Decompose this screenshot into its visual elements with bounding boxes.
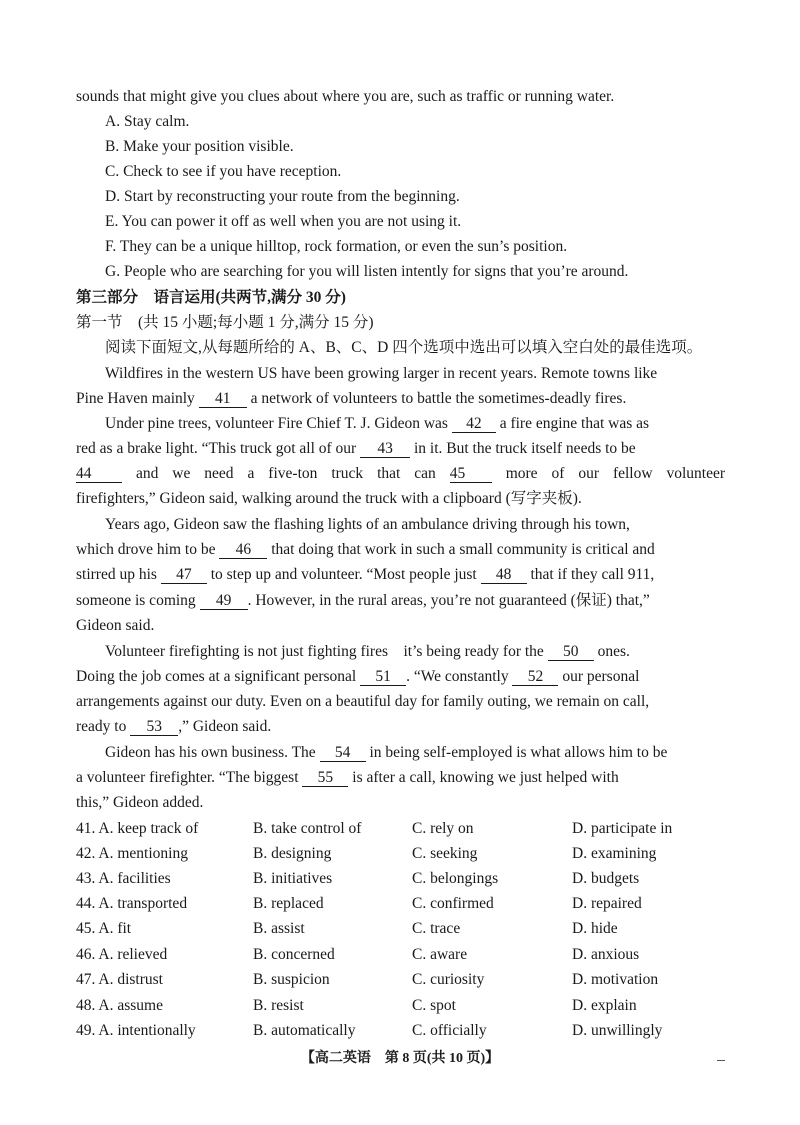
blank-42[interactable]: 42	[452, 415, 496, 433]
choice-row-47	[76, 970, 736, 990]
blank-46[interactable]: 46	[219, 541, 267, 559]
choice-option[interactable]: 42. A. mentioning	[76, 845, 188, 862]
passage-line: Pine Haven mainly 41 a network of volunteers to battle the sometimes-deadly fires.	[76, 390, 627, 407]
choice-option[interactable]: B. designing	[253, 845, 332, 862]
choice-option[interactable]: D. participate in	[572, 820, 673, 837]
choice-option[interactable]: D. budgets	[572, 870, 640, 887]
passage-line: 44 and we need a five-ton truck that can 45 more of our fellow volunteer	[76, 465, 726, 482]
blank-52[interactable]: 52	[512, 668, 558, 686]
passage-line: Wildfires in the western US have been growing larger in recent years. Remote towns like	[105, 365, 658, 382]
blank-51[interactable]: 51	[360, 668, 406, 686]
choice-option[interactable]: C. confirmed	[412, 895, 494, 912]
choice-option[interactable]: B. resist	[253, 997, 304, 1014]
seven-option-e: E. You can power it off as well when you are not using it.	[105, 213, 462, 230]
passage-line: Under pine trees, volunteer Fire Chief T. J. Gideon was 42 a fire engine that was as	[105, 415, 650, 432]
choice-option[interactable]: B. initiatives	[253, 870, 333, 887]
choice-option[interactable]: C. rely on	[412, 820, 474, 837]
page-footer: 【高二英语 第 8 页(共 10 页)】	[300, 1051, 500, 1066]
seven-option-d: D. Start by reconstructing your route from the beginning.	[105, 188, 460, 205]
choice-option[interactable]: D. examining	[572, 845, 657, 862]
choice-row-41	[76, 819, 736, 839]
choice-option[interactable]: C. belongings	[412, 870, 499, 887]
passage-line: Doing the job comes at a significant personal 51 . “We constantly 52 our personal	[76, 668, 640, 685]
passage-line: Gideon said.	[76, 617, 155, 634]
choice-option[interactable]: 43. A. facilities	[76, 870, 171, 887]
choice-option[interactable]: 45. A. fit	[76, 920, 132, 937]
blank-49[interactable]: 49	[200, 592, 248, 610]
choice-option[interactable]: D. unwillingly	[572, 1022, 663, 1039]
footer-dash	[717, 1060, 725, 1061]
passage-line: ready to 53 ,” Gideon said.	[76, 718, 272, 735]
choice-option[interactable]: D. repaired	[572, 895, 642, 912]
choice-option[interactable]: D. hide	[572, 920, 618, 937]
seven-option-g: G. People who are searching for you will listen intently for signs that you’re around.	[105, 263, 629, 280]
blank-41[interactable]: 41	[199, 390, 247, 408]
passage-line: arrangements against our duty. Even on a beautiful day for family outing, we remain on call,	[76, 693, 650, 710]
blank-53[interactable]: 53	[130, 718, 178, 736]
part3-heading: 第三部分 语言运用(共两节,满分 30 分)	[76, 289, 346, 306]
passage-line: Volunteer firefighting is not just fighting fires it’s being ready for the 50 ones.	[105, 643, 630, 660]
passage-line: stirred up his 47 to step up and volunteer. “Most people just 48 that if they call 911,	[76, 566, 655, 583]
choice-option[interactable]: 48. A. assume	[76, 997, 163, 1014]
choice-option[interactable]: D. explain	[572, 997, 637, 1014]
choice-option[interactable]: 47. A. distrust	[76, 971, 163, 988]
choice-option[interactable]: C. spot	[412, 997, 456, 1014]
passage-line: a volunteer firefighter. “The biggest 55 is after a call, knowing we just helped with	[76, 769, 619, 786]
choice-option[interactable]: D. motivation	[572, 971, 659, 988]
blank-54[interactable]: 54	[320, 744, 366, 762]
choice-option[interactable]: 49. A. intentionally	[76, 1022, 196, 1039]
blank-43[interactable]: 43	[360, 440, 410, 458]
passage-line: which drove him to be 46 that doing that work in such a small community is critical and	[76, 541, 655, 558]
blank-55[interactable]: 55	[302, 769, 348, 787]
blank-45[interactable]: 45	[450, 465, 492, 483]
choice-option[interactable]: B. assist	[253, 920, 305, 937]
blank-50[interactable]: 50	[548, 643, 594, 661]
choice-option[interactable]: C. curiosity	[412, 971, 485, 988]
choice-row-44	[76, 894, 736, 914]
choice-row-43	[76, 869, 736, 889]
seven-option-c: C. Check to see if you have reception.	[105, 163, 342, 180]
passage-line: red as a brake light. “This truck got all of our 43 in it. But the truck itself needs to be	[76, 440, 636, 457]
choice-row-46	[76, 945, 736, 965]
section1-heading: 第一节 (共 15 小题;每小题 1 分,满分 15 分)	[76, 314, 374, 331]
choice-option[interactable]: 46. A. relieved	[76, 946, 168, 963]
choice-option[interactable]: B. suspicion	[253, 971, 330, 988]
instruction: 阅读下面短文,从每题所给的 A、B、C、D 四个选项中选出可以填入空白处的最佳选项。	[105, 339, 703, 356]
passage-line: someone is coming 49 . However, in the rural areas, you’re not guaranteed (保证) that,”	[76, 592, 650, 609]
choice-row-42	[76, 844, 736, 864]
choice-option[interactable]: B. automatically	[253, 1022, 356, 1039]
choice-option[interactable]: B. replaced	[253, 895, 324, 912]
passage-line: Gideon has his own business. The 54 in being self-employed is what allows him to be	[105, 744, 668, 761]
choice-option[interactable]: C. seeking	[412, 845, 478, 862]
blank-44[interactable]: 44	[76, 465, 122, 483]
passage-line: this,” Gideon added.	[76, 794, 204, 811]
choice-row-49	[76, 1021, 736, 1041]
passage-line: Years ago, Gideon saw the flashing lights of an ambulance driving through his town,	[105, 516, 630, 533]
choice-option[interactable]: B. concerned	[253, 946, 335, 963]
choice-row-45	[76, 919, 736, 939]
seven-option-b: B. Make your position visible.	[105, 138, 294, 155]
seven-option-f: F. They can be a unique hilltop, rock formation, or even the sun’s position.	[105, 238, 568, 255]
choice-option[interactable]: C. trace	[412, 920, 461, 937]
seven-option-a: A. Stay calm.	[105, 113, 190, 130]
choice-option[interactable]: C. officially	[412, 1022, 487, 1039]
choice-option[interactable]: D. anxious	[572, 946, 640, 963]
choice-row-48	[76, 996, 736, 1016]
choice-option[interactable]: 44. A. transported	[76, 895, 188, 912]
blank-48[interactable]: 48	[481, 566, 527, 584]
choice-option[interactable]: 41. A. keep track of	[76, 820, 199, 837]
intro-tail: sounds that might give you clues about where you are, such as traffic or running water.	[76, 88, 615, 105]
choice-option[interactable]: C. aware	[412, 946, 468, 963]
passage-line: firefighters,” Gideon said, walking around the truck with a clipboard (写字夹板).	[76, 490, 582, 507]
choice-option[interactable]: B. take control of	[253, 820, 362, 837]
blank-47[interactable]: 47	[161, 566, 207, 584]
